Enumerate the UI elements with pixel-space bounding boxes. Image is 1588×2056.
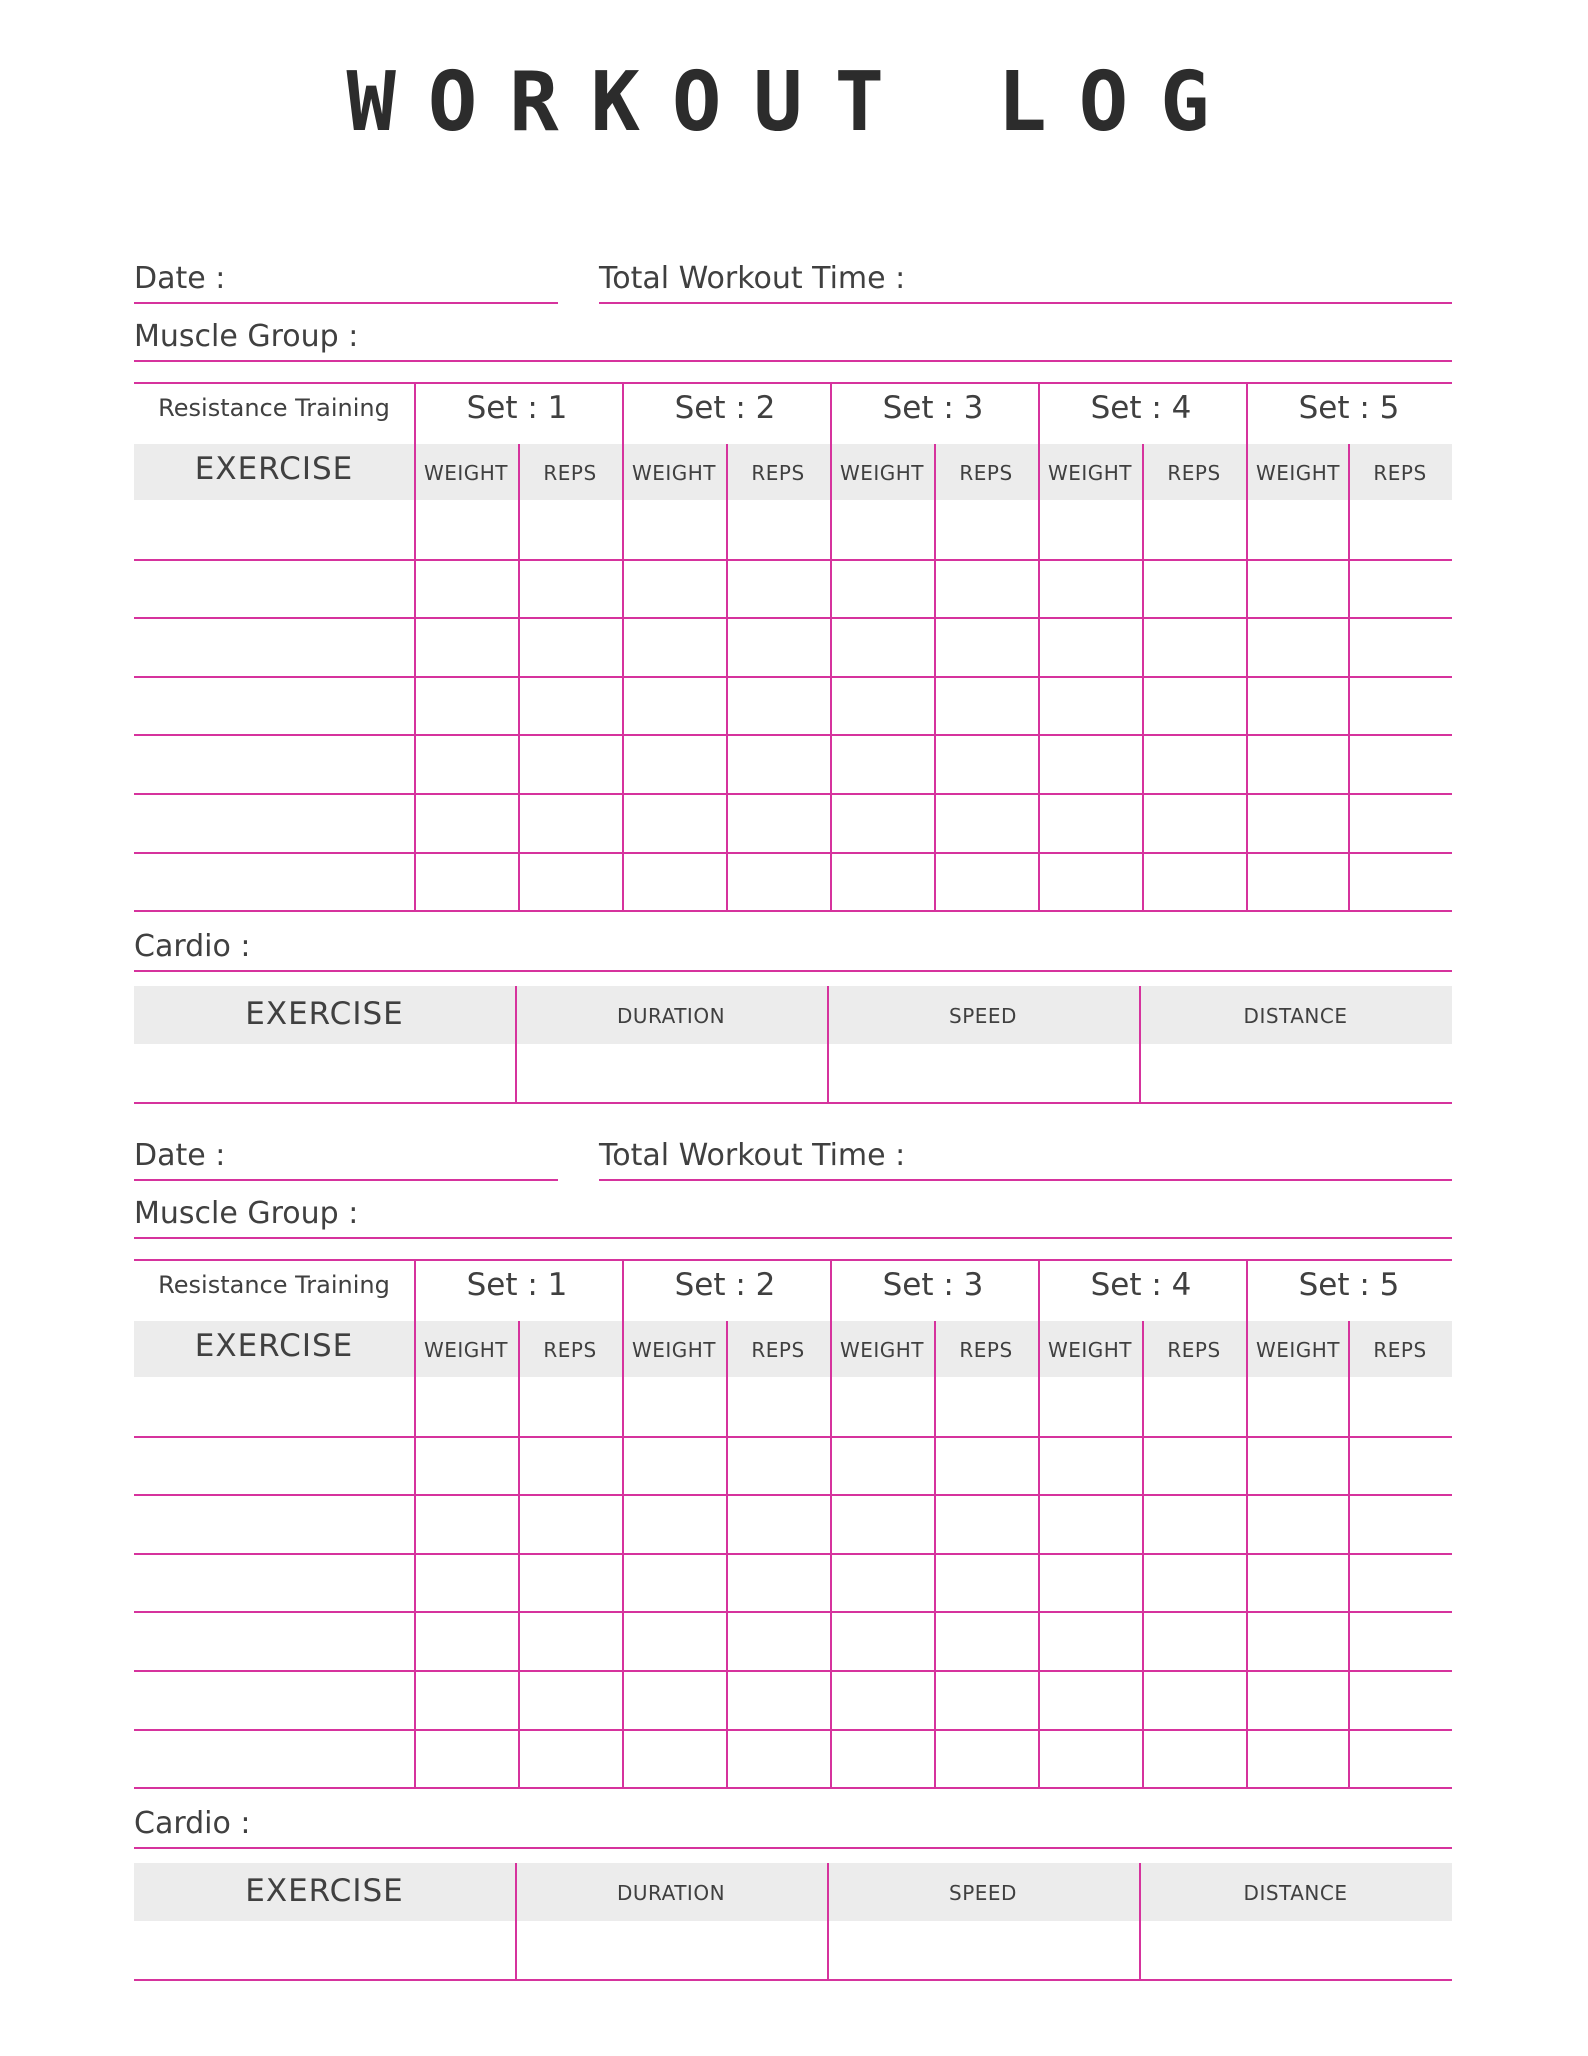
set-3-header: Set : 3 <box>882 1267 984 1303</box>
cardio-duration-header: DURATION <box>616 1004 726 1029</box>
weight-column-header: WEIGHT <box>1255 1338 1341 1362</box>
page-title: WORKOUT LOG <box>346 55 1242 150</box>
exercise-entry-row[interactable] <box>134 676 1452 735</box>
exercise-entry-row[interactable] <box>134 1670 1452 1729</box>
set-divider <box>622 1259 624 1787</box>
exercise-entry-row[interactable] <box>134 852 1452 911</box>
total-workout-time-label: Total Workout Time : <box>599 1138 906 1173</box>
weight-column-header: WEIGHT <box>631 1338 717 1362</box>
date-label: Date : <box>134 1138 226 1173</box>
reps-column-header: REPS <box>1167 461 1221 485</box>
reps-column-header: REPS <box>1373 461 1427 485</box>
cardio-distance-header: DISTANCE <box>1243 1881 1348 1906</box>
exercise-entry-row[interactable] <box>134 617 1452 676</box>
set-1-header: Set : 1 <box>466 390 568 426</box>
weight-reps-divider <box>1142 1321 1144 1787</box>
set-divider <box>622 382 624 910</box>
table-bottom-border <box>134 910 1452 912</box>
reps-column-header: REPS <box>1167 1338 1221 1362</box>
weight-reps-divider <box>518 1321 520 1787</box>
set-4-header: Set : 4 <box>1090 1267 1192 1303</box>
weight-column-header: WEIGHT <box>1047 461 1133 485</box>
set-divider <box>414 1259 416 1787</box>
set-divider <box>830 382 832 910</box>
set-2-header: Set : 2 <box>674 390 776 426</box>
cardio-bottom-border <box>134 1979 1452 1981</box>
weight-reps-divider <box>1348 444 1350 910</box>
row-divider <box>134 793 1452 795</box>
row-divider <box>134 1553 1452 1555</box>
exercise-entry-row[interactable] <box>134 1436 1452 1495</box>
weight-reps-divider <box>1142 444 1144 910</box>
exercise-entry-row[interactable] <box>134 793 1452 852</box>
muscle-group-field[interactable] <box>134 1197 1452 1239</box>
row-divider <box>134 852 1452 854</box>
exercise-entry-row[interactable] <box>134 734 1452 793</box>
resistance-training-label: Resistance Training <box>158 1271 390 1299</box>
exercise-entry-row[interactable] <box>134 500 1452 559</box>
set-5-header: Set : 5 <box>1298 1267 1400 1303</box>
total-workout-time-field[interactable] <box>599 262 1452 304</box>
cardio-entry-row[interactable] <box>134 1921 1452 1979</box>
exercise-entry-row[interactable] <box>134 1729 1452 1788</box>
cardio-column-divider <box>515 1863 517 1979</box>
reps-column-header: REPS <box>543 1338 597 1362</box>
reps-column-header: REPS <box>751 1338 805 1362</box>
resistance-training-label: Resistance Training <box>158 394 390 422</box>
date-label: Date : <box>134 261 226 296</box>
exercise-entry-row[interactable] <box>134 1494 1452 1553</box>
cardio-column-divider <box>827 986 829 1102</box>
row-divider <box>134 559 1452 561</box>
row-divider <box>134 676 1452 678</box>
weight-column-header: WEIGHT <box>423 461 509 485</box>
row-divider <box>134 734 1452 736</box>
set-divider <box>1038 1259 1040 1787</box>
row-divider <box>134 1729 1452 1731</box>
date-field[interactable] <box>134 1139 558 1181</box>
exercise-entry-row[interactable] <box>134 1553 1452 1612</box>
weight-column-header: WEIGHT <box>423 1338 509 1362</box>
table-top-border <box>134 382 1452 384</box>
weight-column-header: WEIGHT <box>1255 461 1341 485</box>
table-top-border <box>134 1259 1452 1261</box>
set-4-header: Set : 4 <box>1090 390 1192 426</box>
cardio-field[interactable] <box>134 1807 1452 1849</box>
cardio-column-divider <box>827 1863 829 1979</box>
cardio-bottom-border <box>134 1102 1452 1104</box>
date-field[interactable] <box>134 262 558 304</box>
muscle-group-field[interactable] <box>134 320 1452 362</box>
reps-column-header: REPS <box>1373 1338 1427 1362</box>
cardio-column-divider <box>1139 986 1141 1102</box>
workout-log-section <box>134 262 1452 1097</box>
weight-reps-divider <box>1348 1321 1350 1787</box>
cardio-column-divider <box>1139 1863 1141 1979</box>
row-divider <box>134 617 1452 619</box>
set-divider <box>1038 382 1040 910</box>
cardio-speed-header: SPEED <box>949 1004 1017 1029</box>
total-workout-time-field[interactable] <box>599 1139 1452 1181</box>
set-divider <box>1246 1259 1248 1787</box>
set-2-header: Set : 2 <box>674 1267 776 1303</box>
weight-column-header: WEIGHT <box>839 1338 925 1362</box>
set-5-header: Set : 5 <box>1298 390 1400 426</box>
cardio-label: Cardio : <box>134 929 251 965</box>
cardio-speed-header: SPEED <box>949 1881 1017 1906</box>
reps-column-header: REPS <box>543 461 597 485</box>
weight-reps-divider <box>518 444 520 910</box>
exercise-entry-row[interactable] <box>134 559 1452 618</box>
exercise-column-header: EXERCISE <box>194 1328 354 1364</box>
weight-reps-divider <box>934 444 936 910</box>
cardio-label: Cardio : <box>134 1806 251 1842</box>
exercise-entry-row[interactable] <box>134 1377 1452 1436</box>
set-3-header: Set : 3 <box>882 390 984 426</box>
weight-column-header: WEIGHT <box>631 461 717 485</box>
set-divider <box>830 1259 832 1787</box>
cardio-distance-header: DISTANCE <box>1243 1004 1348 1029</box>
weight-reps-divider <box>726 1321 728 1787</box>
cardio-exercise-header: EXERCISE <box>245 1873 404 1910</box>
row-divider <box>134 1494 1452 1496</box>
exercise-column-header: EXERCISE <box>194 451 354 487</box>
cardio-column-divider <box>515 986 517 1102</box>
set-1-header: Set : 1 <box>466 1267 568 1303</box>
row-divider <box>134 1611 1452 1613</box>
cardio-entry-row[interactable] <box>134 1044 1452 1102</box>
table-bottom-border <box>134 1787 1452 1789</box>
reps-column-header: REPS <box>751 461 805 485</box>
cardio-field[interactable] <box>134 930 1452 972</box>
workout-log-section <box>134 1139 1452 1974</box>
set-divider <box>414 382 416 910</box>
cardio-duration-header: DURATION <box>616 1881 726 1906</box>
muscle-group-label: Muscle Group : <box>134 1196 359 1231</box>
weight-reps-divider <box>726 444 728 910</box>
cardio-exercise-header: EXERCISE <box>245 996 404 1033</box>
set-divider <box>1246 382 1248 910</box>
exercise-entry-row[interactable] <box>134 1611 1452 1670</box>
total-workout-time-label: Total Workout Time : <box>599 261 906 296</box>
row-divider <box>134 1436 1452 1438</box>
row-divider <box>134 1670 1452 1672</box>
reps-column-header: REPS <box>959 461 1013 485</box>
muscle-group-label: Muscle Group : <box>134 319 359 354</box>
weight-column-header: WEIGHT <box>1047 1338 1133 1362</box>
weight-column-header: WEIGHT <box>839 461 925 485</box>
weight-reps-divider <box>934 1321 936 1787</box>
reps-column-header: REPS <box>959 1338 1013 1362</box>
